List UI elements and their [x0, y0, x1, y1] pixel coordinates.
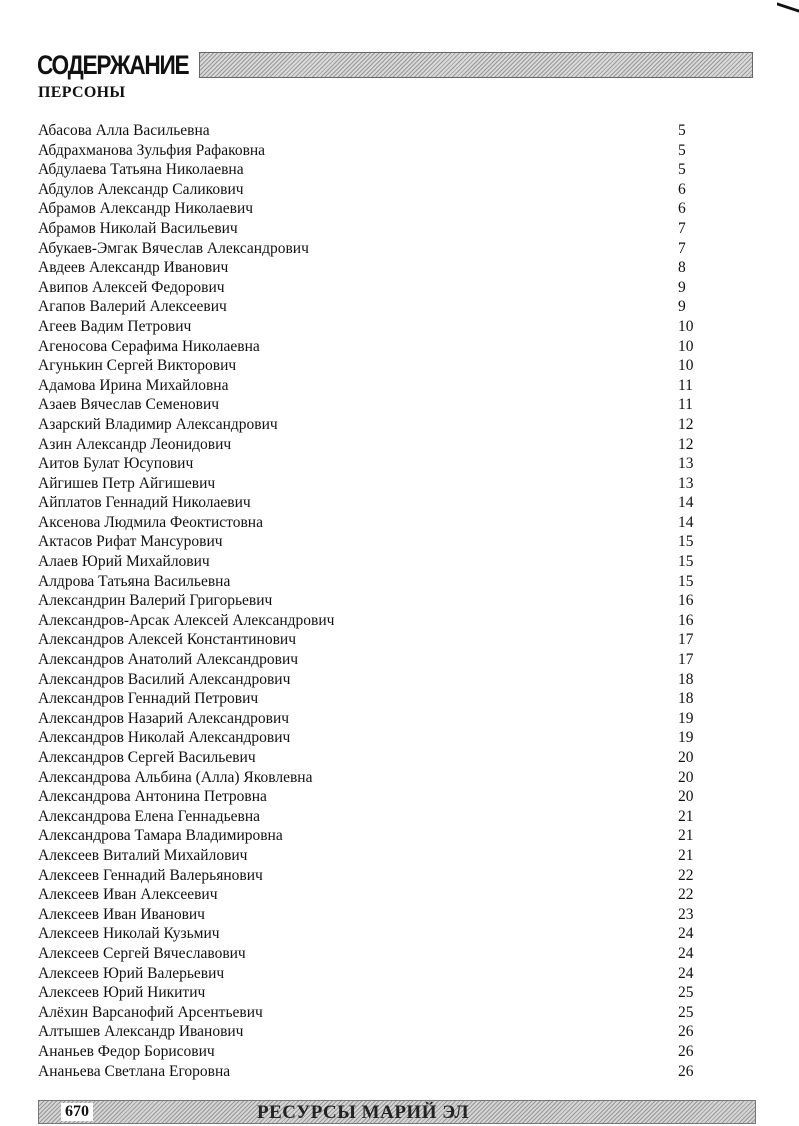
page-ref: 20 — [678, 788, 694, 806]
toc-entry[interactable] — [38, 885, 704, 905]
toc-entry[interactable] — [38, 611, 704, 631]
page-ref: 24 — [678, 925, 694, 943]
toc-entry[interactable] — [38, 905, 704, 925]
header-hatch-bar — [199, 52, 753, 78]
toc-entry[interactable] — [38, 591, 704, 611]
person-name: Азаев Вячеслав Семенович — [38, 396, 220, 414]
person-name: Аксенова Людмила Феоктистовна — [38, 513, 263, 531]
toc-entry[interactable] — [38, 356, 704, 376]
page-ref: 17 — [678, 631, 694, 649]
person-name: Абукаев-Эмгак Вячеслав Александрович — [38, 239, 309, 257]
person-name: Абрамов Александр Николаевич — [38, 200, 254, 218]
person-name: Александров Василий Александрович — [38, 670, 291, 688]
person-name: Агапов Валерий Алексеевич — [38, 298, 227, 316]
toc-entry[interactable] — [38, 944, 704, 964]
page-ref: 14 — [678, 513, 694, 531]
page-ref: 5 — [678, 141, 686, 159]
page-ref: 26 — [678, 1023, 694, 1041]
person-name: Айплатов Геннадий Николаевич — [38, 494, 251, 512]
toc-list — [38, 121, 704, 1081]
page-ref: 21 — [678, 846, 694, 864]
page-ref: 20 — [678, 768, 694, 786]
page-ref: 15 — [678, 572, 694, 590]
person-name: Абасова Алла Васильевна — [38, 122, 210, 139]
page-ref: 26 — [678, 1042, 694, 1060]
toc-entry[interactable] — [38, 532, 704, 552]
person-name: Алексеев Виталий Михайлович — [38, 846, 248, 864]
toc-entry[interactable] — [38, 297, 704, 317]
person-name: Александров Сергей Васильевич — [38, 749, 256, 766]
page-ref: 26 — [678, 1062, 694, 1080]
person-name: Александрова Альбина (Алла) Яковлевна — [38, 768, 313, 786]
page-ref: 10 — [678, 357, 694, 375]
toc-entry[interactable] — [38, 454, 704, 474]
toc-entry[interactable] — [38, 180, 704, 200]
person-name: Алексеев Геннадий Валерьянович — [38, 866, 263, 884]
toc-entry[interactable] — [38, 219, 704, 239]
person-name: Адамова Ирина Михайловна — [38, 376, 229, 394]
page-ref: 25 — [678, 984, 694, 1002]
person-name: Алексеев Юрий Валерьевич — [38, 964, 225, 982]
toc-entry[interactable] — [38, 748, 704, 768]
person-name: Аитов Булат Юсупович — [38, 455, 194, 473]
toc-entry[interactable] — [38, 630, 704, 650]
toc-entry[interactable] — [38, 572, 704, 592]
book-title: РЕСУРСЫ МАРИЙ ЭЛ — [257, 1102, 470, 1123]
person-name: Александров-Арсак Алексей Александрович — [38, 611, 335, 629]
page-ref: 21 — [678, 807, 694, 825]
page-header — [37, 49, 753, 81]
page-ref: 12 — [678, 435, 694, 453]
person-name: Александров Анатолий Александрович — [38, 651, 299, 669]
page-ref: 16 — [678, 611, 694, 629]
page-ref: 24 — [678, 964, 694, 982]
page-ref: 5 — [678, 161, 686, 179]
page-ref: 24 — [678, 944, 694, 962]
person-name: Агеносова Серафима Николаевна — [38, 337, 260, 355]
person-name: Алексеев Сергей Вячеславович — [38, 944, 246, 962]
person-name: Алаев Юрий Михайлович — [38, 553, 210, 571]
page-ref: 12 — [678, 415, 694, 433]
person-name: Актасов Рифат Мансурович — [38, 533, 223, 551]
page-ref: 11 — [678, 396, 693, 414]
toc-entry[interactable] — [38, 728, 704, 748]
toc-entry[interactable] — [38, 199, 704, 219]
toc-entry[interactable] — [38, 552, 704, 572]
page-ref: 6 — [678, 180, 686, 198]
person-name: Александрова Елена Геннадьевна — [38, 807, 261, 825]
page-ref: 16 — [678, 592, 694, 610]
person-name: Агунькин Сергей Викторович — [38, 357, 237, 375]
person-name: Алдрова Татьяна Васильевна — [38, 572, 231, 590]
page-ref: 20 — [678, 749, 694, 766]
person-name: Ананьев Федор Борисович — [38, 1042, 215, 1060]
page-title: СОДЕРЖАНИЕ — [37, 49, 189, 80]
page-ref: 9 — [678, 298, 686, 316]
page-ref: 17 — [678, 651, 694, 669]
page-ref: 9 — [678, 278, 686, 296]
toc-entry[interactable] — [38, 121, 704, 141]
section-title: ПЕРСОНЫ — [38, 84, 126, 101]
toc-entry[interactable] — [38, 1022, 704, 1042]
page-ref: 11 — [678, 376, 693, 394]
toc-entry[interactable] — [38, 415, 704, 435]
person-name: Александров Назарий Александрович — [38, 709, 290, 727]
person-name: Александрова Антонина Петровна — [38, 788, 267, 806]
corner-mark — [777, 2, 799, 12]
page-ref: 21 — [678, 827, 694, 845]
person-name: Агеев Вадим Петрович — [38, 317, 192, 335]
toc-entry[interactable] — [38, 474, 704, 494]
toc-entry[interactable] — [38, 807, 704, 827]
page-ref: 22 — [678, 886, 694, 904]
page-ref: 14 — [678, 494, 694, 512]
toc-entry[interactable] — [38, 924, 704, 944]
toc-entry[interactable] — [38, 395, 704, 415]
person-name: Александрин Валерий Григорьевич — [38, 592, 273, 610]
toc-entry[interactable] — [38, 258, 704, 278]
person-name: Алёхин Варсанофий Арсентьевич — [38, 1003, 263, 1021]
toc-entry[interactable] — [38, 650, 704, 670]
page-ref: 18 — [678, 670, 694, 688]
toc-entry[interactable] — [38, 1003, 704, 1023]
toc-entry[interactable] — [38, 826, 704, 846]
page-ref: 10 — [678, 337, 694, 355]
toc-entry[interactable] — [38, 1042, 704, 1062]
page-ref: 10 — [678, 317, 694, 335]
page-ref: 15 — [678, 533, 694, 551]
person-name: Алтышев Александр Иванович — [38, 1023, 244, 1041]
toc-entry[interactable] — [38, 317, 704, 337]
page-ref: 8 — [678, 259, 686, 277]
person-name: Алексеев Юрий Никитич — [38, 984, 206, 1002]
page-ref: 13 — [678, 474, 694, 492]
person-name: Ананьева Светлана Егоровна — [38, 1062, 231, 1080]
toc-entry[interactable] — [38, 513, 704, 533]
person-name: Авдеев Александр Иванович — [38, 259, 229, 277]
person-name: Алексеев Иван Иванович — [38, 905, 205, 923]
page-number: 670 — [61, 1103, 93, 1121]
person-name: Абрамов Николай Васильевич — [38, 219, 238, 237]
person-name: Азин Александр Леонидович — [38, 435, 232, 453]
toc-entry[interactable] — [38, 141, 704, 161]
toc-entry[interactable] — [38, 846, 704, 866]
page-ref: 19 — [678, 729, 694, 747]
toc-entry[interactable] — [38, 709, 704, 729]
page-ref: 5 — [678, 122, 686, 139]
person-name: Айгишев Петр Айгишевич — [38, 474, 216, 492]
page-footer — [38, 1100, 756, 1124]
toc-entry[interactable] — [38, 435, 704, 455]
toc-entry[interactable] — [38, 160, 704, 180]
page-ref: 25 — [678, 1003, 694, 1021]
toc-entry[interactable] — [38, 768, 704, 788]
person-name: Алексеев Иван Алексеевич — [38, 886, 218, 904]
person-name: Абдулаева Татьяна Николаевна — [38, 161, 244, 179]
page-ref: 15 — [678, 553, 694, 571]
page-ref: 6 — [678, 200, 686, 218]
toc-entry[interactable] — [38, 866, 704, 886]
page-ref: 13 — [678, 455, 694, 473]
person-name: Абдулов Александр Саликович — [38, 180, 244, 198]
person-name: Абдрахманова Зульфия Рафаковна — [38, 141, 266, 159]
page-ref: 23 — [678, 905, 694, 923]
page-ref: 7 — [678, 219, 686, 237]
toc-entry[interactable] — [38, 239, 704, 259]
toc-entry[interactable] — [38, 964, 704, 984]
person-name: Александров Николай Александрович — [38, 729, 291, 747]
page-ref: 22 — [678, 866, 694, 884]
toc-entry[interactable] — [38, 670, 704, 690]
toc-entry[interactable] — [38, 493, 704, 513]
person-name: Алексеев Николай Кузьмич — [38, 925, 220, 943]
toc-entry[interactable] — [38, 787, 704, 807]
person-name: Александров Алексей Константинович — [38, 631, 296, 649]
person-name: Авипов Алексей Федорович — [38, 278, 225, 296]
toc-entry[interactable] — [38, 983, 704, 1003]
person-name: Александрова Тамара Владимировна — [38, 827, 283, 845]
toc-entry[interactable] — [38, 278, 704, 298]
toc-entry[interactable] — [38, 1062, 704, 1082]
page-ref: 7 — [678, 239, 686, 257]
toc-entry[interactable] — [38, 376, 704, 396]
person-name: Александров Геннадий Петрович — [38, 690, 259, 708]
page-ref: 19 — [678, 709, 694, 727]
page-ref: 18 — [678, 690, 694, 708]
toc-entry[interactable] — [38, 689, 704, 709]
toc-entry[interactable] — [38, 337, 704, 357]
person-name: Азарский Владимир Александрович — [38, 415, 278, 433]
